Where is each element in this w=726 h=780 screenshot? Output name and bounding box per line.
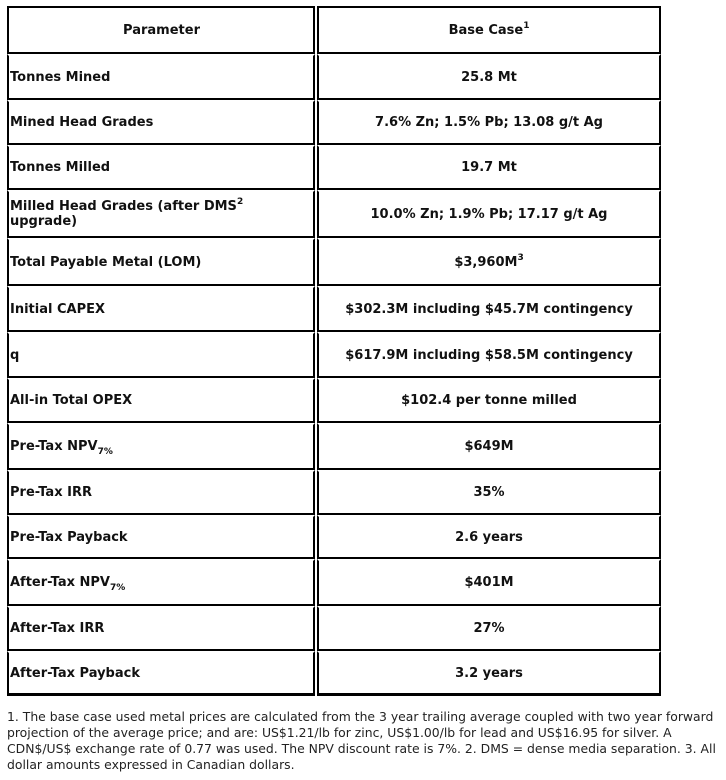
- economic-summary-table: [7, 6, 661, 696]
- footnote-ref-2: 2: [236, 197, 244, 207]
- row-value: $649M: [317, 423, 661, 470]
- subscript: 7%: [110, 583, 126, 593]
- row-value: [317, 238, 661, 286]
- row-label-text-after: upgrade): [10, 214, 78, 229]
- table-row: [7, 559, 661, 606]
- column-header-base-case-label: Base Case: [448, 22, 524, 38]
- row-value: $302.3M including $45.7M contingency: [317, 286, 661, 332]
- row-value: 2.6 years: [317, 515, 661, 559]
- row-value: 19.7 Mt: [317, 145, 661, 190]
- table-row: [7, 286, 661, 332]
- table-header-row: [7, 6, 661, 54]
- row-label-text: Milled Head Grades (after DMS: [10, 199, 237, 214]
- row-value: 7.6% Zn; 1.5% Pb; 13.08 g/t Ag: [317, 100, 661, 145]
- row-label: Mined Head Grades: [7, 100, 315, 145]
- row-label: Tonnes Mined: [7, 54, 315, 100]
- row-label-text: Pre-Tax NPV: [10, 439, 98, 454]
- row-label: After-Tax Payback: [7, 651, 315, 696]
- row-label: After-Tax IRR: [7, 606, 315, 651]
- column-header-parameter-label: Parameter: [123, 22, 200, 38]
- table-row: [7, 423, 661, 470]
- table-row: [7, 332, 661, 378]
- table-row: [7, 515, 661, 559]
- row-label-text: After-Tax NPV: [10, 575, 110, 590]
- footnote-ref-3: 3: [517, 252, 524, 263]
- subscript: 7%: [97, 447, 113, 457]
- table-row: [7, 606, 661, 651]
- row-value: 3.2 years: [317, 651, 661, 696]
- row-value: 25.8 Mt: [317, 54, 661, 100]
- row-value: 27%: [317, 606, 661, 651]
- footnote-ref-1: 1: [523, 20, 530, 31]
- row-label: All-in Total OPEX: [7, 378, 315, 423]
- row-label: Pre-Tax Payback: [7, 515, 315, 559]
- row-value-text: $3,960M: [454, 254, 518, 270]
- table-row: [7, 190, 661, 238]
- table-row: [7, 145, 661, 190]
- table-footnote: 1. The base case used metal prices are calculated from the 3 year trailing average coupled with two year forward projection of the average price; and are: US$1.21/lb for zinc, US$1.00/lb for lead and US$16.95 for silver. A CDN$/US$ exchange rate of 0.77 was used. The NPV discount rate is 7%. 2. DMS = dense media separation. 3. All dollar amounts expressed in Canadian dollars.: [7, 709, 716, 772]
- row-label: [7, 559, 315, 606]
- row-value: 35%: [317, 470, 661, 515]
- table-row: [7, 100, 661, 145]
- table-row: [7, 54, 661, 100]
- column-header-base-case: [317, 6, 661, 54]
- table-row: [7, 238, 661, 286]
- row-label: [7, 190, 315, 238]
- row-label: Tonnes Milled: [7, 145, 315, 190]
- table-row: [7, 378, 661, 423]
- row-label: Pre-Tax IRR: [7, 470, 315, 515]
- row-label: Total Payable Metal (LOM): [7, 238, 315, 286]
- row-label: Initial CAPEX: [7, 286, 315, 332]
- table-row: [7, 651, 661, 696]
- row-value: $102.4 per tonne milled: [317, 378, 661, 423]
- table-row: [7, 470, 661, 515]
- row-value: 10.0% Zn; 1.9% Pb; 17.17 g/t Ag: [317, 190, 661, 238]
- row-label: [7, 423, 315, 470]
- row-value: $401M: [317, 559, 661, 606]
- row-value: $617.9M including $58.5M contingency: [317, 332, 661, 378]
- column-header-parameter: [7, 6, 315, 54]
- row-label: q: [7, 332, 315, 378]
